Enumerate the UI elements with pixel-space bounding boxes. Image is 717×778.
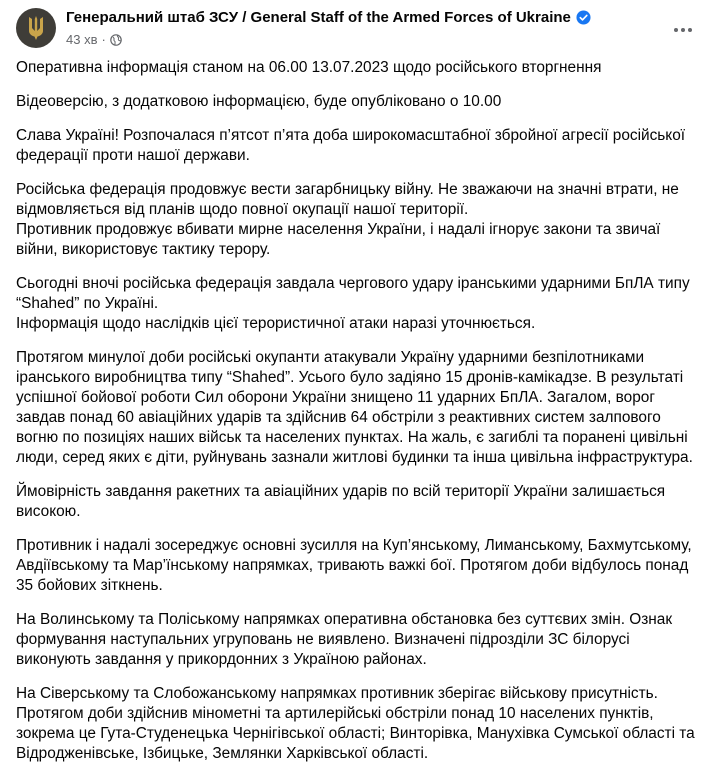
post-paragraph: Ймовірність завдання ракетних та авіаційних ударів по всій території України залишається високою. bbox=[16, 483, 666, 520]
post-paragraph: Російська федерація продовжує вести загарбницьку війну. Не зважаючи на значні втрати, не відмовляється від планів щодо повної окупації нашої території. Противник продовжує вбивати мирне населення України, і надалі ігнорує закони та звичаї війни, використовує тактику терору. bbox=[16, 181, 679, 258]
post-paragraph: Слава Україні! Розпочалася п’ятсот п’ята доба широкомасштабної збройної агресії російської федерації проти нашої держави. bbox=[16, 127, 686, 164]
post-timestamp[interactable]: 43 хв bbox=[66, 32, 98, 47]
page-name[interactable]: Генеральний штаб ЗСУ / General Staff of the Armed Forces of Ukraine bbox=[66, 9, 571, 26]
post-paragraph: Сьогодні вночі російська федерація завдала чергового удару іранськими ударними БпЛА типу “Shahed” по Україні. Інформація щодо наслідків цієї терористичної атаки наразі уточнюється. bbox=[16, 275, 690, 332]
page-name-link[interactable] bbox=[66, 9, 591, 26]
meta-separator: · bbox=[101, 32, 106, 47]
post-meta bbox=[66, 32, 122, 47]
more-options-button[interactable] bbox=[665, 12, 701, 48]
post-paragraph: Відеоверсію, з додатковою інформацією, буде опубліковано о 10.00 bbox=[16, 93, 502, 110]
post-paragraph: На Сіверському та Слобожанському напрямках противник зберігає військову присутність. Протягом доби здійснив мінометні та артилерійські обстріли понад 10 населених пунктів, зокрема це Гута-Студенецька Чернігівської області; Винторівка, Манухівка Сумської області та Відродженівське, Ізбицьке, Землянки Харківської області. bbox=[16, 685, 695, 762]
post-paragraph: Противник і надалі зосереджує основні зусилля на Куп’янському, Лиманському, Бахмутському, Авдіївському та Мар’їнському напрямках, тривають важкі бої. Протягом доби відбулось понад 35 бойових зіткнень. bbox=[16, 537, 692, 594]
globe-icon[interactable] bbox=[110, 34, 122, 46]
verified-badge-icon bbox=[576, 10, 591, 25]
post-paragraph: На Волинському та Поліському напрямках оперативна обстановка без суттєвих змін. Ознак формування наступальних угруповань не виявлено. Визначені підрозділи ЗС білорусі виконують завдання у прикордонних з Україною районах. bbox=[16, 611, 673, 668]
post-paragraph: Оперативна інформація станом на 06.00 13.07.2023 щодо російського вторгнення bbox=[16, 59, 602, 76]
more-dots-icon bbox=[673, 27, 693, 33]
post-text bbox=[16, 58, 706, 778]
page-avatar[interactable] bbox=[16, 8, 56, 48]
trident-emblem-icon bbox=[24, 15, 48, 41]
post-paragraph: Протягом минулої доби російські окупанти атакували Україну ударними безпілотниками іранського виробництва типу “Shahed”. Усього було задіяно 15 дронів-камікадзе. В результаті успішної бойової роботи Сил оборони України знищено 11 ударних БпЛА. Загалом, ворог завдав понад 60 авіаційних ударів та здійснив 64 обстріли з реактивних систем залпового вогню по позиціях наших військ та населених пунктах. На жаль, є загиблі та поранені цивільні люди, серед яких є діти, руйнувань зазнали житлові будинки та інша цивільна інфраструктура. bbox=[16, 349, 693, 466]
